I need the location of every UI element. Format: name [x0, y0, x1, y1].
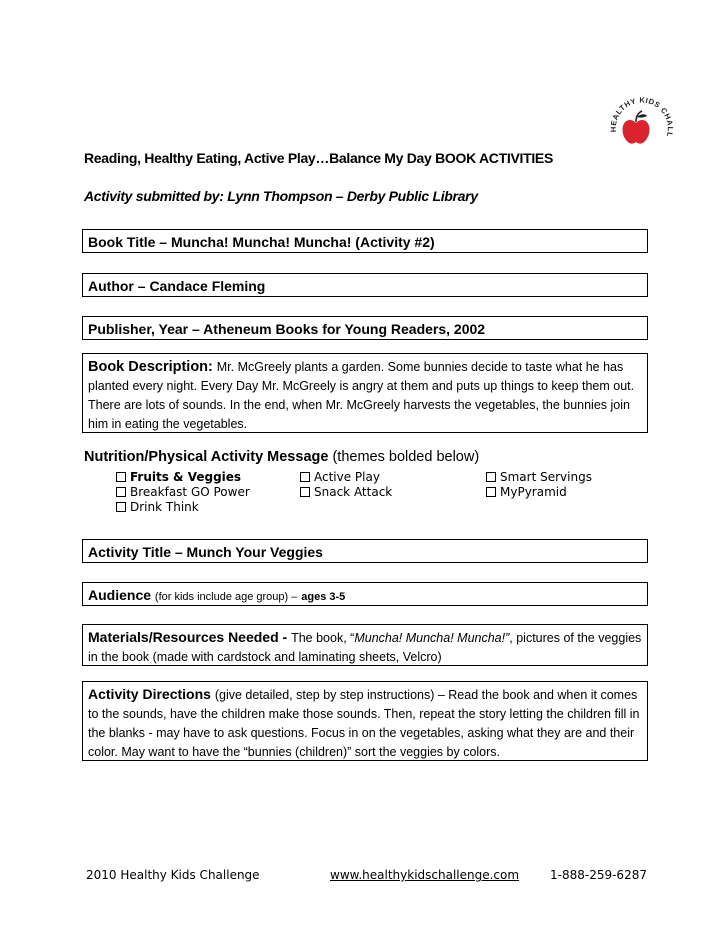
website-link[interactable]: www.healthykidschallenge.com [330, 868, 520, 882]
theme-snack-attack: Snack Attack [300, 485, 392, 499]
description-text: Mr. McGreely plants a garden. Some bunnies decide to taste what he has planted every night. Every Day Mr. McGreely is angry at them and puts up things to keep them out. There are lots of sounds. In the end, when Mr. McGreely harvests the vegetables, the bunnies join him in eating the vegetables. [88, 360, 635, 431]
checkbox-icon [486, 472, 496, 482]
materials-text-before: The book, “ [291, 631, 355, 645]
checkbox-icon [116, 487, 126, 497]
author: Author – Candace Fleming [88, 278, 266, 294]
materials-box [82, 624, 648, 666]
nutrition-heading [84, 449, 479, 465]
theme-fruits-veggies: Fruits & Veggies [116, 470, 241, 484]
activity-title-box [82, 539, 648, 563]
checkbox-icon [116, 502, 126, 512]
submitted-by: Activity submitted by: Lynn Thompson – Derby Public Library [84, 188, 478, 204]
footer-phone: 1-888-259-6287 [550, 868, 647, 882]
activity-title: Activity Title – Munch Your Veggies [88, 544, 323, 560]
audience-note: (for kids include age group) – [154, 591, 298, 603]
publisher: Publisher, Year – Atheneum Books for Young Readers, 2002 [88, 321, 486, 337]
audience-box [82, 582, 648, 606]
directions-label: Activity Directions [88, 686, 211, 702]
footer-website[interactable] [330, 868, 519, 882]
materials-label: Materials/Resources Needed - [88, 629, 288, 645]
theme-drink-think: Drink Think [116, 500, 199, 514]
checkbox-icon [300, 472, 310, 482]
apple-logo-icon [600, 82, 682, 164]
theme-active-play: Active Play [300, 470, 380, 484]
checkbox-icon [486, 487, 496, 497]
checkbox-icon [300, 487, 310, 497]
directions-text: (give detailed, step by step instructions) – Read the book and when it comes to the sounds, have the children make those sounds. Then, repeat the story letting the children fill in the blanks - may have to ask questions. Focus in on the vegetables, asking what they are and their color. May want to have the “bunnies (children)” sort the veggies by colors. [88, 688, 640, 759]
materials-text-after: , pictures of the veggies in the book (made with cardstock and laminating sheets, Velcro) [88, 631, 642, 664]
book-title-box [82, 229, 648, 253]
book-title: Book Title – Muncha! Muncha! Muncha! (Activity #2) [88, 234, 435, 250]
footer-copyright: 2010 Healthy Kids Challenge [86, 868, 260, 882]
svg-text:HEALTHY KIDS CHALLENGE: HEALTHY KIDS CHALL [608, 95, 675, 139]
checkbox-icon [116, 472, 126, 482]
document-title: Reading, Healthy Eating, Active Play…Balance My Day BOOK ACTIVITIES [84, 150, 553, 166]
audience-label: Audience [88, 587, 152, 603]
theme-mypyramid: MyPyramid [486, 485, 567, 499]
nutrition-note: (themes bolded below) [332, 449, 480, 465]
healthy-kids-challenge-logo [600, 82, 682, 164]
book-description-box [82, 353, 648, 433]
publisher-box [82, 316, 648, 340]
theme-smart-servings: Smart Servings [486, 470, 592, 484]
nutrition-label: Nutrition/Physical Activity Message [84, 449, 329, 465]
directions-box [82, 681, 648, 761]
description-label: Book Description: [88, 359, 213, 375]
audience-value: ages 3-5 [301, 591, 346, 603]
theme-breakfast-go-power: Breakfast GO Power [116, 485, 250, 499]
materials-book: Muncha! Muncha! Muncha!” [354, 631, 510, 645]
author-box [82, 273, 648, 297]
